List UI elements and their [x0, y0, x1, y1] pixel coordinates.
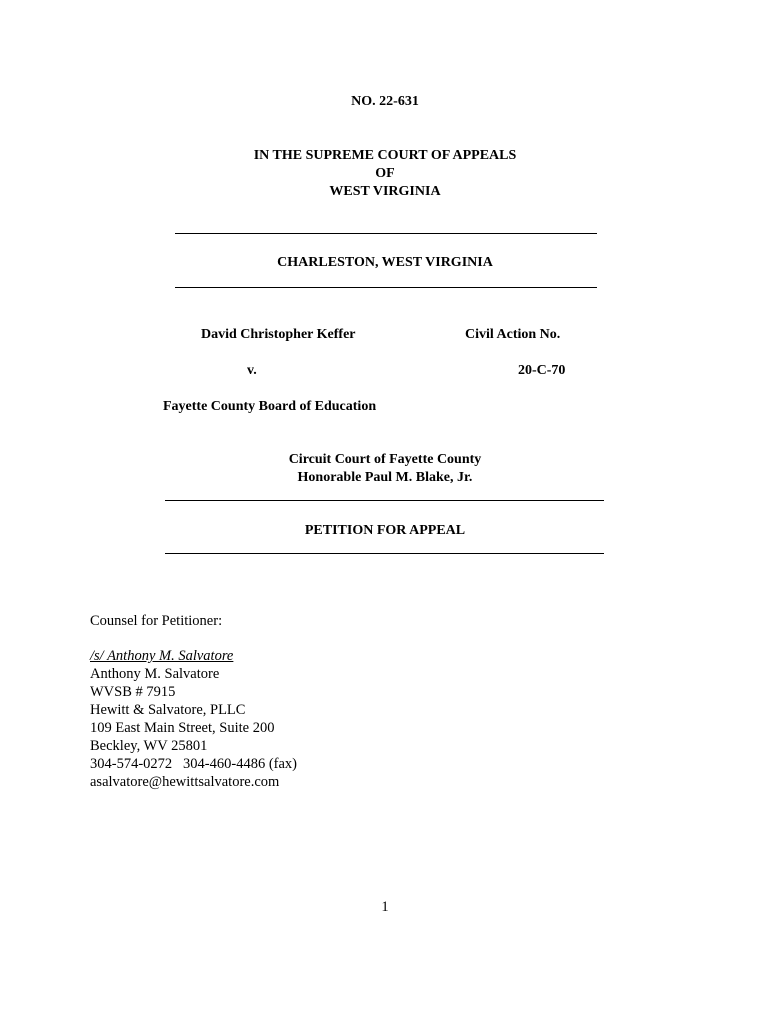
- counsel-block: [90, 647, 297, 791]
- divider-location: [175, 287, 597, 288]
- document-title: PETITION FOR APPEAL: [304, 523, 466, 538]
- lower-court-judge: Honorable Paul M. Blake, Jr.: [297, 470, 473, 485]
- counsel-address-line1: 109 East Main Street, Suite 200: [90, 720, 275, 736]
- civil-action-number: 20-C-70: [518, 363, 566, 378]
- case-number: NO. 22-631: [351, 94, 419, 109]
- counsel-address-line2: Beckley, WV 25801: [90, 738, 208, 754]
- divider-title-top: [165, 500, 604, 501]
- lower-court-name: Circuit Court of Fayette County: [288, 452, 482, 467]
- counsel-email: asalvatore@hewittsalvatore.com: [90, 774, 280, 790]
- counsel-firm: Hewitt & Salvatore, PLLC: [90, 702, 246, 718]
- divider-top: [175, 233, 597, 234]
- court-name-line1: IN THE SUPREME COURT OF APPEALS: [253, 148, 517, 163]
- counsel-heading: Counsel for Petitioner:: [90, 613, 223, 629]
- court-name-line2: OF: [375, 166, 395, 181]
- civil-action-label: Civil Action No.: [465, 327, 561, 342]
- counsel-bar-number: WVSB # 7915: [90, 684, 176, 700]
- petitioner-name: David Christopher Keffer: [201, 327, 356, 342]
- page-number: 1: [381, 899, 389, 915]
- counsel-phone: 304-574-0272 304-460-4486 (fax): [90, 756, 297, 772]
- court-name-line3: WEST VIRGINIA: [329, 184, 441, 199]
- counsel-name: Anthony M. Salvatore: [90, 666, 220, 682]
- respondent-name: Fayette County Board of Education: [163, 399, 377, 414]
- versus-text: v.: [247, 363, 257, 378]
- court-location: CHARLESTON, WEST VIRGINIA: [277, 255, 493, 270]
- counsel-signature: /s/ Anthony M. Salvatore: [90, 648, 234, 664]
- divider-title-bottom: [165, 553, 604, 554]
